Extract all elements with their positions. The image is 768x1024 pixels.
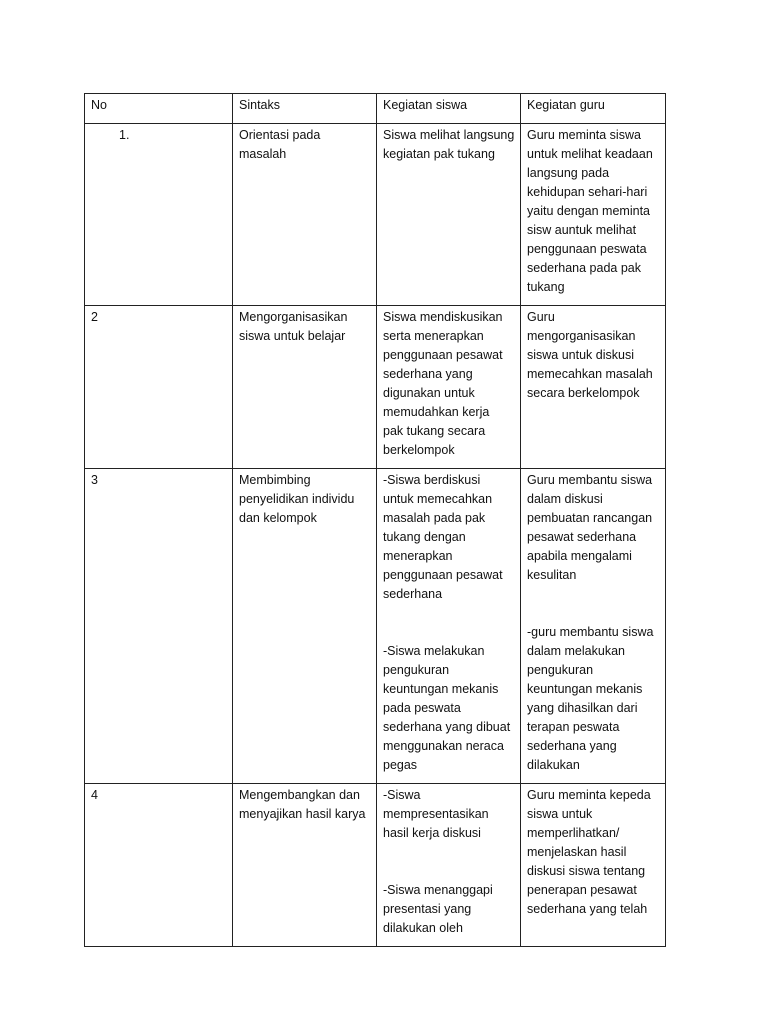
row-number: 4 — [91, 788, 98, 802]
table-row — [85, 469, 666, 784]
row-number-cell — [85, 124, 233, 306]
row-number-cell — [85, 306, 233, 469]
kegiatan-guru-cell — [521, 124, 666, 306]
sintaks-text: Membimbing penyelidikan individu dan kelompok — [239, 473, 355, 525]
sintaks-text: Mengembangkan dan menyajikan hasil karya — [239, 788, 366, 821]
kegiatan-guru-cell — [521, 306, 666, 469]
table-row — [85, 306, 666, 469]
table-row — [85, 784, 666, 947]
row-number: 3 — [91, 473, 98, 487]
kegiatan-siswa-text: -Siswa berdiskusi untuk memecahkan masalah pada pak tukang dengan menerapkan penggunaan pesawat sederhana — [383, 473, 503, 601]
kegiatan-guru-text: Guru meminta kepeda siswa untuk memperlihatkan/ menjelaskan hasil diskusi siswa tentang penerapan pesawat sederhana yang telah — [527, 788, 651, 916]
kegiatan-siswa-cell — [377, 469, 521, 784]
header-cell-sintaks: Sintaks — [233, 94, 377, 124]
kegiatan-guru-text: Guru membantu siswa dalam diskusi pembuatan rancangan pesawat sederhana apabila mengalami kesulitan — [527, 473, 653, 582]
kegiatan-guru-text: Guru meminta siswa untuk melihat keadaan langsung pada kehidupan sehari-hari yaitu dengan meminta sisw auntuk melihat penggunaan peswata sederhana pada pak tukang — [527, 128, 653, 294]
sintaks-text: Orientasi pada masalah — [239, 128, 321, 161]
header-cell-no: No — [85, 94, 233, 124]
kegiatan-siswa-text: Siswa melihat langsung kegiatan pak tukang — [383, 128, 515, 161]
kegiatan-guru-cell — [521, 784, 666, 947]
kegiatan-siswa-cell — [377, 784, 521, 947]
header-cell-kegiatan-siswa: Kegiatan siswa — [377, 94, 521, 124]
kegiatan-siswa-cell — [377, 124, 521, 306]
kegiatan-siswa-text: -Siswa mempresentasikan hasil kerja diskusi — [383, 788, 489, 840]
kegiatan-siswa-text: -Siswa melakukan pengukuran keuntungan mekanis pada peswata sederhana yang dibuat menggunakan neraca pegas — [383, 644, 511, 772]
lesson-plan-table — [84, 93, 666, 947]
sintaks-cell — [233, 124, 377, 306]
row-number: 1. — [119, 128, 130, 142]
row-number-cell — [85, 469, 233, 784]
table-header-row — [85, 94, 666, 124]
kegiatan-siswa-cell — [377, 306, 521, 469]
row-number: 2 — [91, 310, 98, 324]
kegiatan-guru-cell — [521, 469, 666, 784]
kegiatan-siswa-text: Siswa mendiskusikan serta menerapkan penggunaan pesawat sederhana yang digunakan untuk memudahkan kerja pak tukang secara berkelompok — [383, 310, 503, 457]
sintaks-text: Mengorganisasikan siswa untuk belajar — [239, 310, 348, 343]
kegiatan-guru-text: Guru mengorganisasikan siswa untuk diskusi memecahkan masalah secara berkelompok — [527, 310, 653, 400]
table-row — [85, 124, 666, 306]
header-cell-kegiatan-guru: Kegiatan guru — [521, 94, 666, 124]
sintaks-cell — [233, 469, 377, 784]
row-number-cell — [85, 784, 233, 947]
sintaks-cell — [233, 306, 377, 469]
kegiatan-guru-text: -guru membantu siswa dalam melakukan pengukuran keuntungan mekanis yang dihasilkan dari terapan peswata sederhana yang dilakukan — [527, 625, 654, 772]
kegiatan-siswa-text: -Siswa menanggapi presentasi yang dilakukan oleh — [383, 883, 493, 935]
sintaks-cell — [233, 784, 377, 947]
